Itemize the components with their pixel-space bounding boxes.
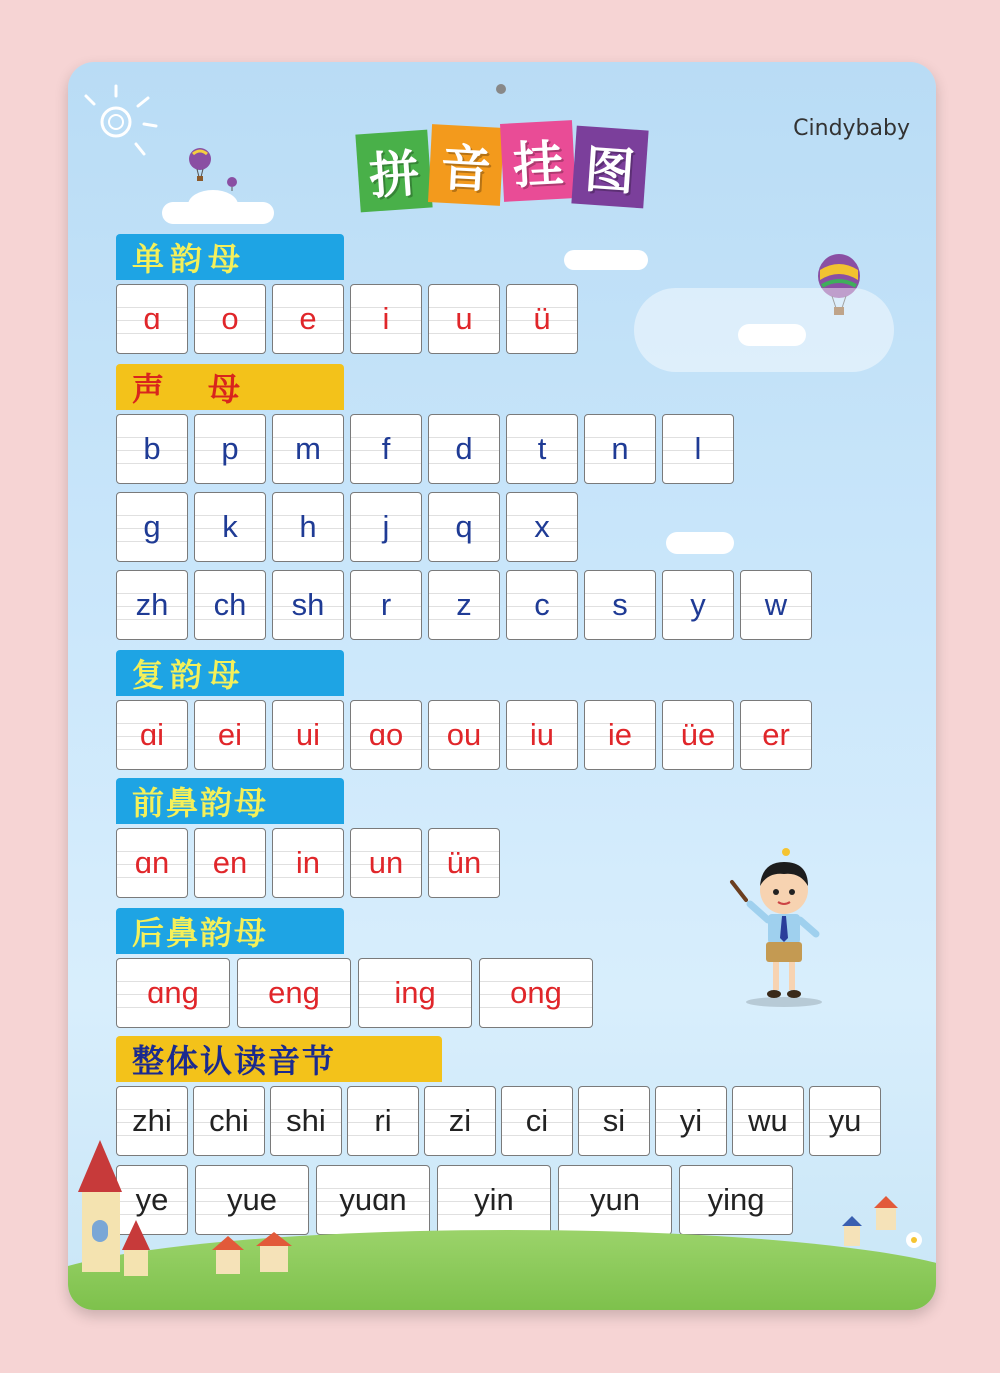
pinyin-card: ri xyxy=(347,1086,419,1156)
pinyin-card: ei xyxy=(194,700,266,770)
pinyin-card: un xyxy=(350,828,422,898)
title-char: 音 xyxy=(428,124,504,206)
cloud xyxy=(564,250,648,270)
pinyin-card: yun xyxy=(558,1165,672,1235)
pinyin-card: yue xyxy=(195,1165,309,1235)
pinyin-card: zhi xyxy=(116,1086,188,1156)
title-char: 拼 xyxy=(355,130,432,213)
pinyin-card: b xyxy=(116,414,188,484)
section-header-whole-syllables: 整体认读音节 xyxy=(116,1036,442,1082)
pinyin-card: ɑn xyxy=(116,828,188,898)
section-header-back-nasal: 后鼻韵母 xyxy=(116,908,344,954)
pinyin-card: shi xyxy=(270,1086,342,1156)
pinyin-card: h xyxy=(272,492,344,562)
pinyin-card: e xyxy=(272,284,344,354)
brand-name: Cindybaby xyxy=(793,116,910,141)
pinyin-card: ong xyxy=(479,958,593,1028)
pinyin-card: iu xyxy=(506,700,578,770)
pinyin-card: m xyxy=(272,414,344,484)
pinyin-card: yin xyxy=(437,1165,551,1235)
pinyin-card: t xyxy=(506,414,578,484)
pinyin-card: yuɑn xyxy=(316,1165,430,1235)
pinyin-card: o xyxy=(194,284,266,354)
pinyin-card: ɑo xyxy=(350,700,422,770)
section-header-compound-finals: 复韵母 xyxy=(116,650,344,696)
pinyin-card: ing xyxy=(358,958,472,1028)
section-header-front-nasal: 前鼻韵母 xyxy=(116,778,344,824)
pinyin-card: ie xyxy=(584,700,656,770)
title-char: 图 xyxy=(571,126,648,209)
pinyin-card: ye xyxy=(116,1165,188,1235)
pinyin-card: wu xyxy=(732,1086,804,1156)
pinyin-card: x xyxy=(506,492,578,562)
pinyin-card: in xyxy=(272,828,344,898)
pinyin-card: sh xyxy=(272,570,344,640)
castle-tower-icon xyxy=(68,1130,168,1280)
title-char: 挂 xyxy=(500,120,576,202)
balloon-icon xyxy=(188,148,212,182)
pinyin-card: j xyxy=(350,492,422,562)
pinyin-card: chi xyxy=(193,1086,265,1156)
pinyin-card: i xyxy=(350,284,422,354)
pinyin-card: yi xyxy=(655,1086,727,1156)
pinyin-card: ying xyxy=(679,1165,793,1235)
pinyin-card: g xyxy=(116,492,188,562)
pinyin-card: s xyxy=(584,570,656,640)
pinyin-card: eng xyxy=(237,958,351,1028)
pinyin-card: q xyxy=(428,492,500,562)
pinyin-card: r xyxy=(350,570,422,640)
pinyin-card: zh xyxy=(116,570,188,640)
pinyin-card: w xyxy=(740,570,812,640)
sun-icon xyxy=(78,76,168,166)
pinyin-card: ɑi xyxy=(116,700,188,770)
pinyin-card: ch xyxy=(194,570,266,640)
pinyin-card: y xyxy=(662,570,734,640)
wall-chart-board xyxy=(68,62,936,1310)
pinyin-card: ün xyxy=(428,828,500,898)
pinyin-card: ɑng xyxy=(116,958,230,1028)
houses-icon xyxy=(208,1230,308,1280)
pinyin-card: ɑ xyxy=(116,284,188,354)
pinyin-card: zi xyxy=(424,1086,496,1156)
boy-illustration xyxy=(728,842,838,1012)
section-header-initials: 声 母 xyxy=(116,364,344,410)
pinyin-card: üe xyxy=(662,700,734,770)
pinyin-card: l xyxy=(662,414,734,484)
pinyin-card: en xyxy=(194,828,266,898)
pinyin-card: er xyxy=(740,700,812,770)
pinyin-card: c xyxy=(506,570,578,640)
chart-title xyxy=(358,122,658,208)
pinyin-card: k xyxy=(194,492,266,562)
cloud xyxy=(634,288,894,372)
pinyin-card: z xyxy=(428,570,500,640)
section-header-single-finals: 单韵母 xyxy=(116,234,344,280)
pinyin-card: n xyxy=(584,414,656,484)
pinyin-card: yu xyxy=(809,1086,881,1156)
balloon-icon xyxy=(226,176,238,192)
hanging-hole xyxy=(496,84,506,94)
pinyin-card: ui xyxy=(272,700,344,770)
pinyin-card: ou xyxy=(428,700,500,770)
pinyin-card: f xyxy=(350,414,422,484)
cloud xyxy=(188,190,238,220)
pinyin-card: ü xyxy=(506,284,578,354)
cloud xyxy=(666,532,734,554)
pinyin-card: si xyxy=(578,1086,650,1156)
village-icon xyxy=(804,1178,934,1268)
pinyin-card: p xyxy=(194,414,266,484)
pinyin-card: u xyxy=(428,284,500,354)
pinyin-card: ci xyxy=(501,1086,573,1156)
pinyin-card: d xyxy=(428,414,500,484)
